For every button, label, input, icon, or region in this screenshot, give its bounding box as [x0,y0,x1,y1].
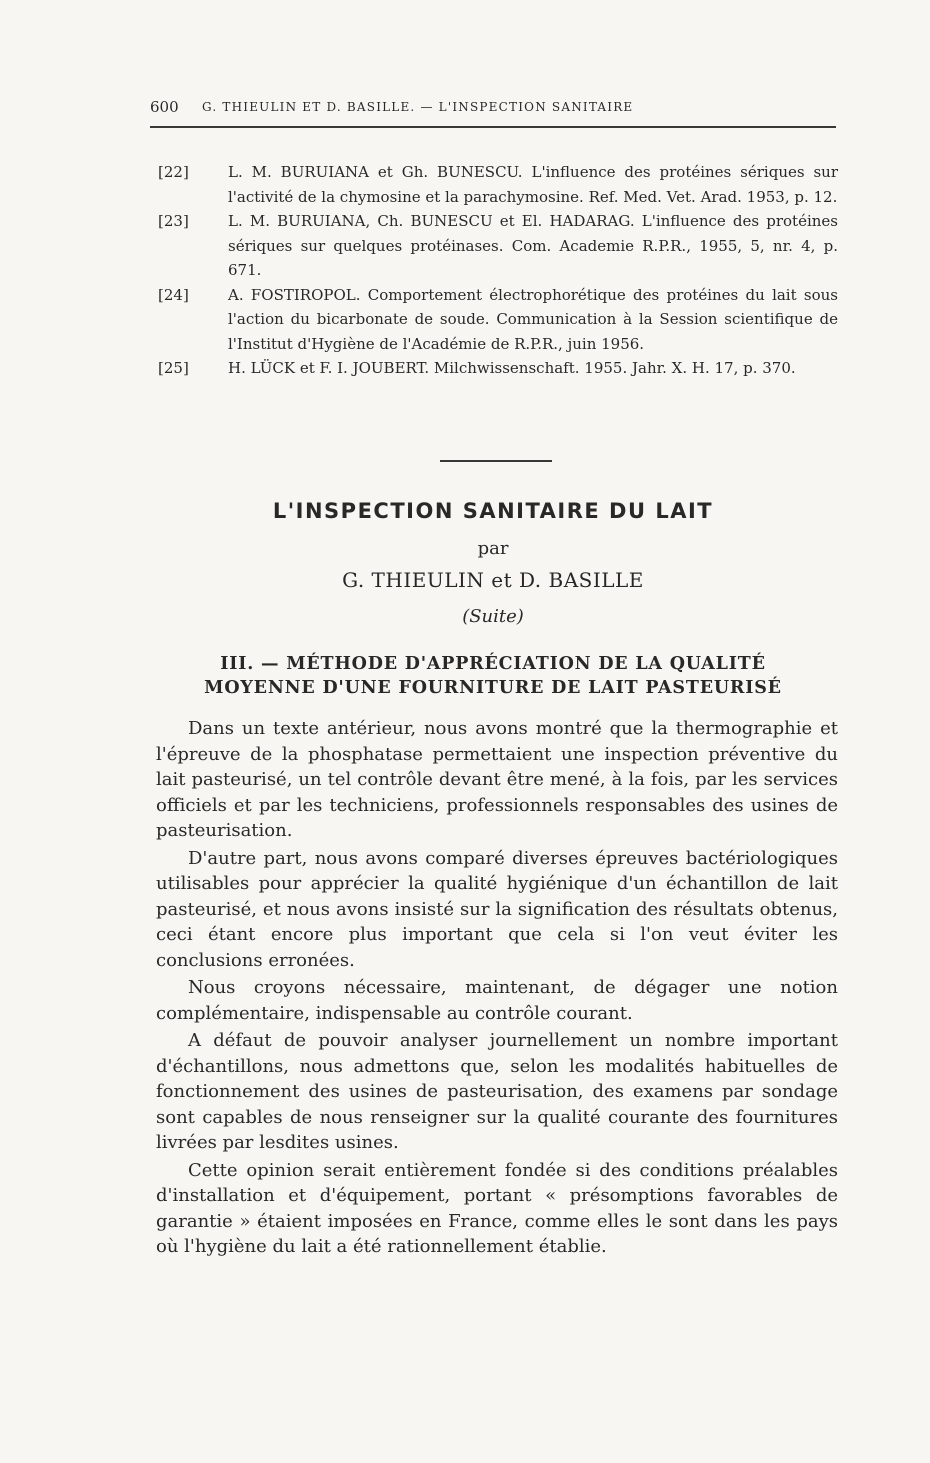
page-number: 600 [150,98,179,116]
reference-text: L. M. BURUIANA, Ch. BUNESCU et El. HADARAG. L'influence des protéines sériques sur quelques protéinases. Com. Academie R.P.R., 1955, 5, nr. 4, p. 671. [228,212,838,279]
reference-text: A. FOSTIROPOL. Comportement électrophorétique des protéines du lait sous l'action du bicarbonate de soude. Communication à la Session scientifique de l'Institut d'Hygiène de l'Académie de R.P.R., juin 1956. [228,285,838,353]
article-authors: G. THIEULIN et D. BASILLE [342,568,644,592]
reference-number: [22] [158,163,189,181]
reference-item [158,356,838,381]
paragraph: D'autre part, nous avons comparé diverses épreuves bactériologiques utilisables pour apprécier la qualité hygiénique d'un échantillon de lait pasteurisé, et nous avons insisté sur la signification des résultats obtenus, ceci étant encore plus important que cela si l'on veut éviter les conclusions erronées. [156,847,838,971]
byline-par: par [477,538,509,559]
section-separator [440,460,552,462]
reference-item [158,160,838,209]
paragraph: Nous croyons nécessaire, maintenant, de dégager une notion complémentaire, indispensable au contrôle courant. [156,977,838,1024]
paragraph: A défaut de pouvoir analyser journellement un nombre important d'échantillons, nous admettons que, selon les modalités habituelles de fonctionnement des usines de pasteurisation, des examens par sondage sont capables de nous renseigner sur la qualité courante des fournitures livrées par lesdites usines. [156,1030,838,1153]
header-rule [150,126,836,128]
continued-note: (Suite) [462,606,524,627]
paragraph: Cette opinion serait entièrement fondée si des conditions préalables d'installation et d'équipement, portant « présomptions favorables de garantie » étaient imposées en France, comme elles le sont dans les pays où l'hygiène du lait a été rationnellement établie. [156,1159,838,1257]
reference-item [158,209,838,283]
reference-text: H. LÜCK et F. I. JOUBERT. Milchwissenschaft. 1955. Jahr. X. H. 17, p. 370. [228,359,796,377]
reference-list [158,160,838,381]
section-heading-line: III. — MÉTHODE D'APPRÉCIATION DE LA QUALITÉ [220,654,766,674]
reference-number: [25] [158,359,189,377]
reference-number: [24] [158,285,189,304]
section-heading-line: MOYENNE D'UNE FOURNITURE DE LAIT PASTEURISÉ [204,678,782,698]
reference-item [158,283,838,357]
paragraph: Dans un texte antérieur, nous avons montré que la thermographie et l'épreuve de la phosphatase permettaient une inspection préventive du lait pasteurisé, un tel contrôle devant être mené, à la fois, par les services officiels et par les techniciens, professionnels responsables des usines de pasteurisation. [156,718,838,841]
reference-number: [23] [158,212,189,230]
reference-text: L. M. BURUIANA et Gh. BUNESCU. L'influence des protéines sériques sur l'activité de la chymosine et la parachymosine. Ref. Med. Vet. Arad. 1953, p. 12. [228,163,838,206]
article-body [156,716,838,1262]
section-heading [150,652,836,700]
article-title: L'INSPECTION SANITAIRE DU LAIT [272,499,714,523]
running-title: G. THIEULIN ET D. BASILLE. — L'INSPECTION SANITAIRE [202,100,634,114]
